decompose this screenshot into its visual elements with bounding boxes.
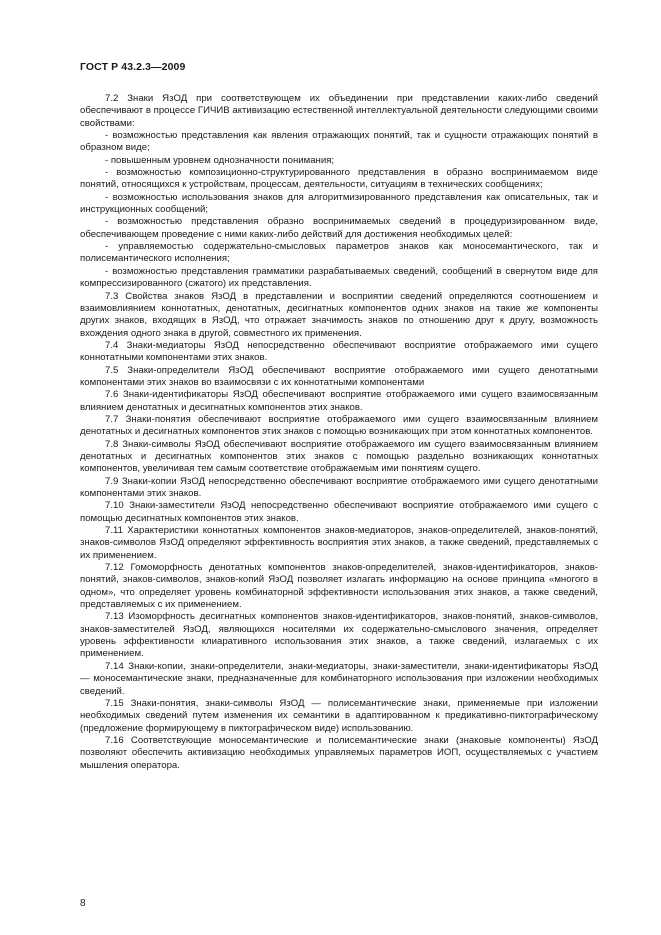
- paragraph-7-3: 7.3 Свойства знаков ЯзОД в представлении и восприятии сведений определяются соотношением и взаимовлиянием коннотатных, денотатных, десигнатных компонентов одних знаков на такие же компоненты других знаков, входящих в ЯзОД, что отражает значимость знаков по отношению друг к другу, возможность вхождения одного знака в другой, совместного их применения.: [80, 290, 598, 339]
- list-item: - возможностью использования знаков для алгоритмизированного представления как описательных, так и инструкционных сообщений;: [80, 191, 598, 216]
- paragraph-7-4: 7.4 Знаки-медиаторы ЯзОД непосредственно обеспечивают восприятие отображаемого ими сущего коннотатными компонентами этих знаков.: [80, 339, 598, 364]
- paragraph-7-12: 7.12 Гомоморфность денотатных компонентов знаков-определителей, знаков-идентификаторов, знаков-понятий, знаков-символов, знаков-копий ЯзОД позволяет излагать информацию на основе принципа «многого в одном», что определяет уровень комбинаторной эффективности использования этих знаков, а также сведений, представляемых с их применением.: [80, 562, 598, 611]
- paragraph-7-15: 7.15 Знаки-понятия, знаки-символы ЯзОД — полисемантические знаки, применяемые при изложении необходимых сведений путем изменения их семантики в адаптированном к предикативно-пиктографическому (предложение формирующему в пиктографическом виде) использованию.: [80, 697, 598, 734]
- paragraph-7-10: 7.10 Знаки-заместители ЯзОД непосредственно обеспечивают восприятие отображаемого ими сущего с помощью десигнатных компонентов этих знаков.: [80, 500, 598, 524]
- list-item: - возможностью представления как явления отражающих понятий, так и сущности отражающих понятий в образном виде;: [80, 130, 598, 154]
- paragraph-7-7: 7.7 Знаки-понятия обеспечивают восприятие отображаемого ими сущего взаимосвязанным влиянием денотатных и десигнатных компонентов этих знаков с помощью возникающих при этом коннотатных компонентов.: [80, 413, 598, 438]
- document-code-header: ГОСТ Р 43.2.3—2009: [80, 61, 186, 73]
- paragraph-7-9: 7.9 Знаки-копии ЯзОД непосредственно обеспечивают восприятие отображаемого ими сущего денотатными компонентами этих знаков.: [80, 475, 598, 499]
- paragraph-7-14: 7.14 Знаки-копии, знаки-определители, знаки-медиаторы, знаки-заместители, знаки-идентификаторы ЯзОД — моносемантические знаки, предназначенные для комбинаторного использования при изложении необходимых сведений.: [80, 660, 598, 697]
- paragraph-7-13: 7.13 Изоморфность десигнатных компонентов знаков-идентификаторов, знаков-понятий, знаков-символов, знаков-заместителей ЯзОД, являющихся носителями их содержательно-смыслового значения, определяет уровень эффективности клиаративного использования этих знаков, а также сведений, излагаемых с их применением.: [80, 611, 598, 660]
- paragraph-7-11: 7.11 Характеристики коннотатных компонентов знаков-медиаторов, знаков-определителей, знаков-понятий, знаков-символов ЯзОД определяют эффективность восприятия этих знаков, а также сведений, представляемых с их применением.: [80, 525, 598, 561]
- paragraph-7-16: 7.16 Соответствующие моносемантические и полисемантические знаки (знаковые компоненты) ЯзОД позволяют обеспечить активизацию необходимых управляемых параметров ИОП, осуществляемых с участием мышления оператора.: [80, 734, 598, 771]
- paragraph-7-5: 7.5 Знаки-определители ЯзОД обеспечивают восприятие отображаемого ими сущего денотатными компонентами этих знаков во взаимосвязи с их коннотатными компонентами: [80, 364, 598, 388]
- list-item: - возможностью представления грамматики разрабатываемых сведений, сообщений в свернутом виде для компрессизированного (сжатого) их представления.: [80, 265, 598, 290]
- list-item: - возможностью композиционно-структурированного представления в образно воспринимаемом виде понятий, относящихся к устройствам, процессам, деятельности, ситуациям в технических сообщениях;: [80, 167, 598, 191]
- paragraph-7-2: 7.2 Знаки ЯзОД при соответствующем их объединении при представлении каких-либо сведений обеспечивают в процессе ГИЧИВ активизацию естественной интеллектуальной деятельности следующими своими свойствами:: [80, 93, 598, 129]
- paragraph-7-6: 7.6 Знаки-идентификаторы ЯзОД обеспечивают восприятие отображаемого ими сущего взаимосвязанным влиянием денотатных и десигнатных компонентов этих знаков.: [80, 389, 598, 413]
- page-number: 8: [80, 898, 86, 909]
- list-item: - повышенным уровнем однозначности понимания;: [105, 154, 335, 166]
- list-item: - управляемостью содержательно-смысловых параметров знаков как моносемантического, так и полисемантического исполнения;: [80, 241, 598, 265]
- paragraph-7-8: 7.8 Знаки-символы ЯзОД обеспечивают восприятие отображаемого им сущего взаимосвязанным влиянием денотатных и десигнатных компонентов этих знаков с помощью раздельно возникающих коннотатных компонентов, увеличивая тем самым соответствие отображаемым ими понятиям сущего.: [80, 438, 598, 475]
- list-item: - возможностью представления образно воспринимаемых сведений в процедуризированном виде, обеспечивающем проведение с ними каких-либо действий для достижения необходимых целей:: [80, 216, 598, 240]
- document-body: [80, 93, 598, 772]
